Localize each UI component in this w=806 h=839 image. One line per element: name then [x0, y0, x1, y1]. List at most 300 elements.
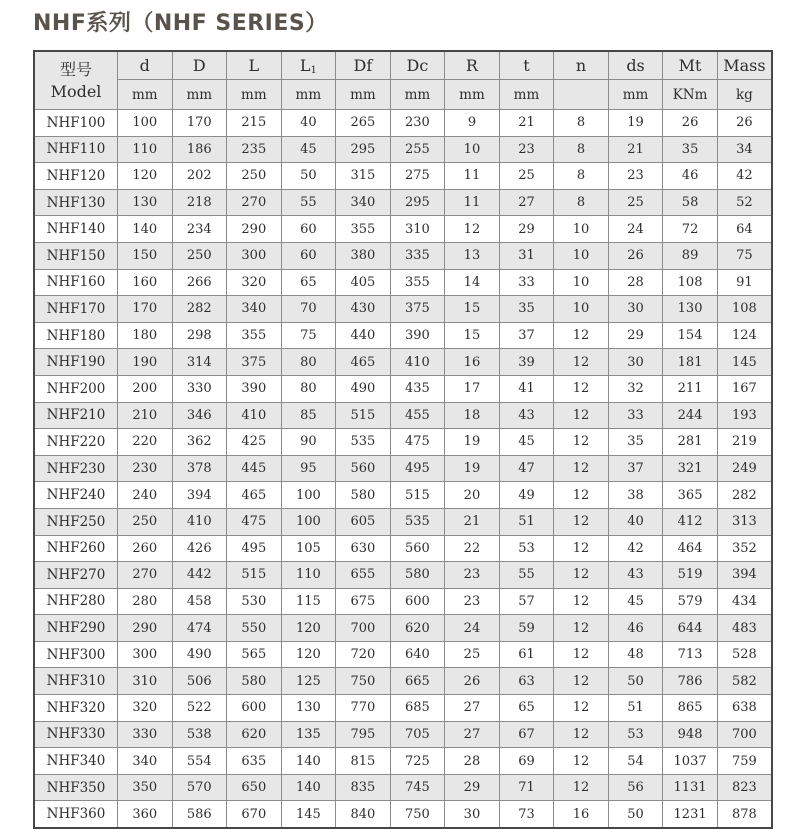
value-cell: 823 — [717, 774, 772, 801]
value-cell: 644 — [663, 615, 718, 642]
column-unit: mm — [118, 80, 173, 110]
value-cell: 67 — [499, 721, 554, 748]
value-cell: 445 — [227, 455, 282, 482]
value-cell: 600 — [227, 695, 282, 722]
table-row — [34, 375, 772, 402]
value-cell: 440 — [336, 322, 391, 349]
column-unit: KNm — [663, 80, 718, 110]
value-cell: 280 — [118, 588, 173, 615]
value-cell: 570 — [172, 774, 227, 801]
value-cell: 340 — [336, 189, 391, 216]
column-header: Df — [336, 51, 391, 80]
value-cell: 675 — [336, 588, 391, 615]
model-cell: NHF230 — [34, 455, 118, 482]
value-cell: 170 — [118, 296, 173, 323]
value-cell: 12 — [554, 429, 609, 456]
value-cell: 878 — [717, 801, 772, 828]
value-cell: 26 — [608, 242, 663, 269]
value-cell: 20 — [445, 482, 500, 509]
model-cell: NHF160 — [34, 269, 118, 296]
value-cell: 435 — [390, 375, 445, 402]
value-cell: 193 — [717, 402, 772, 429]
value-cell: 275 — [390, 163, 445, 190]
model-header-zh: 型号 — [59, 59, 92, 79]
value-cell: 37 — [499, 322, 554, 349]
value-cell: 19 — [445, 455, 500, 482]
value-cell: 34 — [717, 136, 772, 163]
value-cell: 230 — [390, 110, 445, 137]
value-cell: 321 — [663, 455, 718, 482]
value-cell: 390 — [390, 322, 445, 349]
model-cell: NHF260 — [34, 535, 118, 562]
value-cell: 16 — [445, 349, 500, 376]
table-row — [34, 189, 772, 216]
value-cell: 550 — [227, 615, 282, 642]
value-cell: 26 — [445, 668, 500, 695]
value-cell: 515 — [336, 402, 391, 429]
value-cell: 483 — [717, 615, 772, 642]
value-cell: 15 — [445, 322, 500, 349]
value-cell: 130 — [281, 695, 336, 722]
value-cell: 218 — [172, 189, 227, 216]
value-cell: 135 — [281, 721, 336, 748]
value-cell: 19 — [445, 429, 500, 456]
value-cell: 215 — [227, 110, 282, 137]
value-cell: 29 — [499, 216, 554, 243]
value-cell: 30 — [445, 801, 500, 828]
value-cell: 60 — [281, 216, 336, 243]
value-cell: 125 — [281, 668, 336, 695]
value-cell: 31 — [499, 242, 554, 269]
value-cell: 23 — [499, 136, 554, 163]
value-cell: 202 — [172, 163, 227, 190]
value-cell: 815 — [336, 748, 391, 775]
value-cell: 394 — [717, 562, 772, 589]
value-cell: 8 — [554, 110, 609, 137]
value-cell: 12 — [554, 375, 609, 402]
value-cell: 580 — [390, 562, 445, 589]
model-column-header — [34, 51, 118, 110]
value-cell: 495 — [390, 455, 445, 482]
value-cell: 530 — [227, 588, 282, 615]
value-cell: 14 — [445, 269, 500, 296]
model-cell: NHF150 — [34, 242, 118, 269]
value-cell: 35 — [608, 429, 663, 456]
value-cell: 360 — [118, 801, 173, 828]
model-cell: NHF340 — [34, 748, 118, 775]
value-cell: 244 — [663, 402, 718, 429]
value-cell: 560 — [390, 535, 445, 562]
value-cell: 655 — [336, 562, 391, 589]
value-cell: 390 — [227, 375, 282, 402]
value-cell: 53 — [608, 721, 663, 748]
value-cell: 80 — [281, 375, 336, 402]
value-cell: 250 — [118, 508, 173, 535]
value-cell: 15 — [445, 296, 500, 323]
value-cell: 73 — [499, 801, 554, 828]
value-cell: 786 — [663, 668, 718, 695]
value-cell: 455 — [390, 402, 445, 429]
header-row-labels — [34, 51, 772, 80]
value-cell: 554 — [172, 748, 227, 775]
value-cell: 12 — [554, 668, 609, 695]
value-cell: 330 — [118, 721, 173, 748]
value-cell: 605 — [336, 508, 391, 535]
value-cell: 458 — [172, 588, 227, 615]
value-cell: 51 — [608, 695, 663, 722]
model-cell: NHF320 — [34, 695, 118, 722]
model-cell: NHF350 — [34, 774, 118, 801]
value-cell: 515 — [390, 482, 445, 509]
value-cell: 120 — [118, 163, 173, 190]
value-cell: 21 — [445, 508, 500, 535]
value-cell: 630 — [336, 535, 391, 562]
table-row — [34, 296, 772, 323]
value-cell: 298 — [172, 322, 227, 349]
value-cell: 12 — [554, 535, 609, 562]
value-cell: 270 — [118, 562, 173, 589]
model-cell: NHF290 — [34, 615, 118, 642]
model-cell: NHF110 — [34, 136, 118, 163]
value-cell: 314 — [172, 349, 227, 376]
value-cell: 181 — [663, 349, 718, 376]
value-cell: 89 — [663, 242, 718, 269]
value-cell: 11 — [445, 163, 500, 190]
value-cell: 219 — [717, 429, 772, 456]
value-cell: 41 — [499, 375, 554, 402]
model-cell: NHF140 — [34, 216, 118, 243]
value-cell: 12 — [554, 322, 609, 349]
value-cell: 42 — [717, 163, 772, 190]
column-header: Mass — [717, 51, 772, 80]
value-cell: 300 — [227, 242, 282, 269]
table-row — [34, 163, 772, 190]
value-cell: 10 — [445, 136, 500, 163]
value-cell: 50 — [608, 668, 663, 695]
value-cell: 220 — [118, 429, 173, 456]
value-cell: 565 — [227, 641, 282, 668]
value-cell: 579 — [663, 588, 718, 615]
value-cell: 43 — [608, 562, 663, 589]
value-cell: 346 — [172, 402, 227, 429]
value-cell: 85 — [281, 402, 336, 429]
value-cell: 230 — [118, 455, 173, 482]
value-cell: 54 — [608, 748, 663, 775]
value-cell: 282 — [717, 482, 772, 509]
value-cell: 365 — [663, 482, 718, 509]
table-row — [34, 482, 772, 509]
value-cell: 140 — [281, 774, 336, 801]
value-cell: 108 — [717, 296, 772, 323]
value-cell: 249 — [717, 455, 772, 482]
value-cell: 640 — [390, 641, 445, 668]
column-unit: mm — [281, 80, 336, 110]
value-cell: 405 — [336, 269, 391, 296]
value-cell: 120 — [281, 641, 336, 668]
value-cell: 745 — [390, 774, 445, 801]
value-cell: 95 — [281, 455, 336, 482]
value-cell: 12 — [554, 455, 609, 482]
value-cell: 25 — [445, 641, 500, 668]
value-cell: 340 — [227, 296, 282, 323]
value-cell: 465 — [227, 482, 282, 509]
table-row — [34, 615, 772, 642]
table-row — [34, 402, 772, 429]
value-cell: 620 — [227, 721, 282, 748]
value-cell: 1231 — [663, 801, 718, 828]
value-cell: 190 — [118, 349, 173, 376]
value-cell: 21 — [499, 110, 554, 137]
value-cell: 8 — [554, 189, 609, 216]
value-cell: 47 — [499, 455, 554, 482]
value-cell: 665 — [390, 668, 445, 695]
value-cell: 375 — [390, 296, 445, 323]
value-cell: 281 — [663, 429, 718, 456]
value-cell: 1131 — [663, 774, 718, 801]
value-cell: 290 — [227, 216, 282, 243]
value-cell: 70 — [281, 296, 336, 323]
value-cell: 40 — [608, 508, 663, 535]
value-cell: 635 — [227, 748, 282, 775]
value-cell: 108 — [663, 269, 718, 296]
value-cell: 535 — [390, 508, 445, 535]
value-cell: 28 — [445, 748, 500, 775]
value-cell: 28 — [608, 269, 663, 296]
value-cell: 506 — [172, 668, 227, 695]
column-header: d — [118, 51, 173, 80]
value-cell: 12 — [554, 349, 609, 376]
value-cell: 713 — [663, 641, 718, 668]
model-cell: NHF130 — [34, 189, 118, 216]
value-cell: 23 — [445, 562, 500, 589]
value-cell: 670 — [227, 801, 282, 828]
model-cell: NHF330 — [34, 721, 118, 748]
value-cell: 465 — [336, 349, 391, 376]
value-cell: 840 — [336, 801, 391, 828]
value-cell: 12 — [554, 748, 609, 775]
column-unit: mm — [499, 80, 554, 110]
value-cell: 27 — [499, 189, 554, 216]
column-unit — [554, 80, 609, 110]
table-row — [34, 216, 772, 243]
table-row — [34, 535, 772, 562]
value-cell: 759 — [717, 748, 772, 775]
value-cell: 12 — [554, 402, 609, 429]
value-cell: 25 — [608, 189, 663, 216]
model-header-en: Model — [50, 81, 102, 101]
value-cell: 56 — [608, 774, 663, 801]
value-cell: 180 — [118, 322, 173, 349]
table-row — [34, 588, 772, 615]
value-cell: 320 — [118, 695, 173, 722]
value-cell: 522 — [172, 695, 227, 722]
table-row — [34, 801, 772, 828]
value-cell: 352 — [717, 535, 772, 562]
value-cell: 46 — [608, 615, 663, 642]
value-cell: 700 — [717, 721, 772, 748]
model-cell: NHF200 — [34, 375, 118, 402]
value-cell: 160 — [118, 269, 173, 296]
value-cell: 59 — [499, 615, 554, 642]
column-header: L — [227, 51, 282, 80]
value-cell: 750 — [390, 801, 445, 828]
model-cell: NHF120 — [34, 163, 118, 190]
table-row — [34, 349, 772, 376]
value-cell: 410 — [227, 402, 282, 429]
table-row — [34, 242, 772, 269]
value-cell: 495 — [227, 535, 282, 562]
value-cell: 21 — [608, 136, 663, 163]
value-cell: 426 — [172, 535, 227, 562]
column-header: n — [554, 51, 609, 80]
column-header: D — [172, 51, 227, 80]
value-cell: 582 — [717, 668, 772, 695]
table-row — [34, 748, 772, 775]
value-cell: 65 — [499, 695, 554, 722]
value-cell: 13 — [445, 242, 500, 269]
value-cell: 410 — [390, 349, 445, 376]
table-row — [34, 562, 772, 589]
value-cell: 580 — [336, 482, 391, 509]
value-cell: 61 — [499, 641, 554, 668]
value-cell: 705 — [390, 721, 445, 748]
value-cell: 27 — [445, 721, 500, 748]
value-cell: 770 — [336, 695, 391, 722]
column-unit: mm — [445, 80, 500, 110]
value-cell: 150 — [118, 242, 173, 269]
value-cell: 140 — [118, 216, 173, 243]
value-cell: 464 — [663, 535, 718, 562]
value-cell: 11 — [445, 189, 500, 216]
value-cell: 33 — [608, 402, 663, 429]
value-cell: 475 — [390, 429, 445, 456]
value-cell: 1037 — [663, 748, 718, 775]
value-cell: 90 — [281, 429, 336, 456]
table-header — [34, 51, 772, 110]
value-cell: 24 — [608, 216, 663, 243]
model-cell: NHF100 — [34, 110, 118, 137]
table-row — [34, 695, 772, 722]
table-row — [34, 322, 772, 349]
value-cell: 130 — [118, 189, 173, 216]
value-cell: 442 — [172, 562, 227, 589]
value-cell: 282 — [172, 296, 227, 323]
model-cell: NHF280 — [34, 588, 118, 615]
value-cell: 12 — [554, 482, 609, 509]
value-cell: 130 — [663, 296, 718, 323]
value-cell: 394 — [172, 482, 227, 509]
value-cell: 19 — [608, 110, 663, 137]
table-row — [34, 668, 772, 695]
value-cell: 72 — [663, 216, 718, 243]
value-cell: 12 — [554, 774, 609, 801]
column-header: $L_1$ — [281, 51, 336, 80]
value-cell: 260 — [118, 535, 173, 562]
value-cell: 313 — [717, 508, 772, 535]
value-cell: 23 — [608, 163, 663, 190]
value-cell: 43 — [499, 402, 554, 429]
value-cell: 120 — [281, 615, 336, 642]
value-cell: 12 — [554, 588, 609, 615]
value-cell: 362 — [172, 429, 227, 456]
value-cell: 38 — [608, 482, 663, 509]
value-cell: 29 — [608, 322, 663, 349]
value-cell: 10 — [554, 296, 609, 323]
value-cell: 105 — [281, 535, 336, 562]
column-header: Mt — [663, 51, 718, 80]
value-cell: 53 — [499, 535, 554, 562]
value-cell: 330 — [172, 375, 227, 402]
table-row — [34, 429, 772, 456]
value-cell: 115 — [281, 588, 336, 615]
value-cell: 42 — [608, 535, 663, 562]
value-cell: 52 — [717, 189, 772, 216]
value-cell: 18 — [445, 402, 500, 429]
value-cell: 50 — [608, 801, 663, 828]
value-cell: 519 — [663, 562, 718, 589]
value-cell: 29 — [445, 774, 500, 801]
value-cell: 55 — [499, 562, 554, 589]
value-cell: 45 — [499, 429, 554, 456]
value-cell: 167 — [717, 375, 772, 402]
value-cell: 474 — [172, 615, 227, 642]
value-cell: 290 — [118, 615, 173, 642]
value-cell: 170 — [172, 110, 227, 137]
value-cell: 154 — [663, 322, 718, 349]
value-cell: 265 — [336, 110, 391, 137]
value-cell: 12 — [554, 641, 609, 668]
value-cell: 350 — [118, 774, 173, 801]
value-cell: 355 — [390, 269, 445, 296]
value-cell: 340 — [118, 748, 173, 775]
value-cell: 145 — [717, 349, 772, 376]
model-cell: NHF180 — [34, 322, 118, 349]
value-cell: 490 — [172, 641, 227, 668]
column-header: t — [499, 51, 554, 80]
value-cell: 475 — [227, 508, 282, 535]
value-cell: 12 — [554, 695, 609, 722]
table-row — [34, 269, 772, 296]
value-cell: 24 — [445, 615, 500, 642]
value-cell: 140 — [281, 748, 336, 775]
value-cell: 8 — [554, 136, 609, 163]
column-unit: mm — [172, 80, 227, 110]
value-cell: 250 — [172, 242, 227, 269]
column-header: R — [445, 51, 500, 80]
model-cell: NHF190 — [34, 349, 118, 376]
model-cell: NHF210 — [34, 402, 118, 429]
value-cell: 35 — [663, 136, 718, 163]
value-cell: 310 — [390, 216, 445, 243]
value-cell: 71 — [499, 774, 554, 801]
value-cell: 91 — [717, 269, 772, 296]
page-title: NHF系列（NHF SERIES） — [33, 11, 328, 36]
value-cell: 425 — [227, 429, 282, 456]
value-cell: 27 — [445, 695, 500, 722]
value-cell: 40 — [281, 110, 336, 137]
value-cell: 865 — [663, 695, 718, 722]
value-cell: 250 — [227, 163, 282, 190]
value-cell: 380 — [336, 242, 391, 269]
nhf-series-spec-table — [33, 50, 773, 829]
value-cell: 37 — [608, 455, 663, 482]
value-cell: 270 — [227, 189, 282, 216]
header-row-units — [34, 80, 772, 110]
value-cell: 255 — [390, 136, 445, 163]
value-cell: 12 — [554, 615, 609, 642]
value-cell: 39 — [499, 349, 554, 376]
model-cell: NHF170 — [34, 296, 118, 323]
